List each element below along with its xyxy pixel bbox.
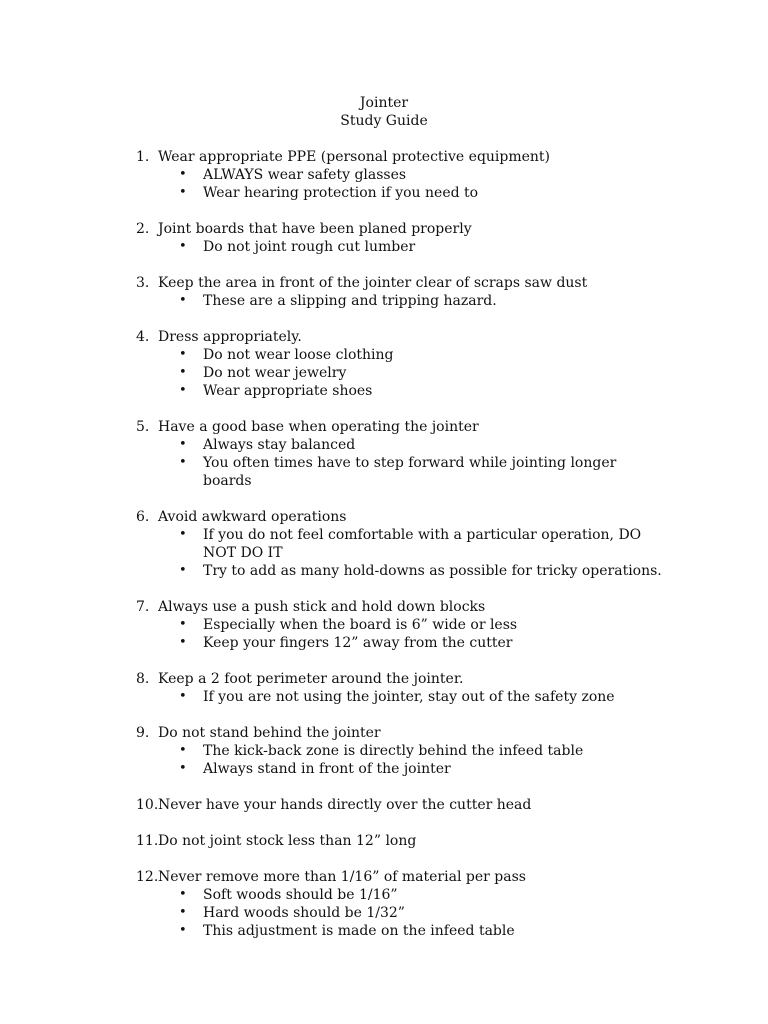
list-item-number: 2. [136,221,150,237]
sub-item-text: Try to add as many hold-downs as possible for tricky operations. [203,563,662,579]
list-item [0,832,768,850]
numbered-list [0,148,768,958]
sub-item-text: Wear appropriate shoes [203,383,373,399]
list-item-text: Never remove more than 1/16” of material per pass [158,869,526,885]
sub-item [0,382,768,400]
sub-item-text: If you are not using the jointer, stay out of the safety zone [203,689,615,705]
list-item-number: 11. [136,833,159,849]
sub-item [0,742,768,760]
bullet-icon: • [179,365,187,380]
sub-list [0,616,768,652]
sub-item-text: You often times have to step forward while jointing longer boards [203,455,617,489]
list-item-main [0,328,768,346]
sub-item [0,184,768,202]
list-item-main [0,832,768,850]
list-item-main [0,220,768,238]
list-item-text: Have a good base when operating the jointer [158,419,479,435]
sub-item-text: Always stand in front of the jointer [203,761,451,777]
list-item-number: 1. [136,149,150,165]
list-item [0,868,768,940]
sub-item-text: Especially when the board is 6” wide or less [203,617,518,633]
bullet-icon: • [179,887,187,902]
sub-item [0,904,768,922]
bullet-icon: • [179,689,187,704]
list-item-main [0,868,768,886]
list-item-text: Avoid awkward operations [158,509,347,525]
bullet-icon: • [179,383,187,398]
bullet-icon: • [179,905,187,920]
sub-item [0,454,768,490]
bullet-icon: • [179,167,187,182]
list-item-text: Joint boards that have been planed properly [158,221,472,237]
bullet-icon: • [179,185,187,200]
list-item-number: 5. [136,419,150,435]
list-item-number: 6. [136,509,150,525]
list-item-text: Keep a 2 foot perimeter around the jointer. [158,671,464,687]
sub-item-text: Do not wear loose clothing [203,347,394,363]
title-block [0,94,768,130]
bullet-icon: • [179,617,187,632]
sub-item-text: Keep your fingers 12” away from the cutter [203,635,513,651]
bullet-icon: • [179,437,187,452]
sub-item [0,760,768,778]
sub-list [0,166,768,202]
list-item-number: 7. [136,599,150,615]
bullet-icon: • [179,635,187,650]
list-item [0,508,768,580]
list-item-number: 4. [136,329,150,345]
sub-item [0,166,768,184]
sub-list [0,238,768,256]
document-subtitle: Study Guide [340,113,428,129]
list-item-text: Do not stand behind the jointer [158,725,381,741]
sub-item [0,886,768,904]
list-item [0,418,768,490]
sub-item [0,634,768,652]
sub-item [0,526,768,562]
list-item-text: Wear appropriate PPE (personal protective equipment) [158,149,551,165]
sub-item [0,436,768,454]
sub-list [0,292,768,310]
bullet-icon: • [179,761,187,776]
sub-item-text: Do not joint rough cut lumber [203,239,416,255]
list-item-number: 12. [136,869,159,885]
sub-item [0,688,768,706]
list-item-text: Never have your hands directly over the cutter head [158,797,532,813]
sub-list [0,436,768,490]
list-item-main [0,508,768,526]
list-item-text: Keep the area in front of the jointer clear of scraps saw dust [158,275,588,291]
sub-list [0,346,768,400]
sub-list [0,688,768,706]
list-item [0,274,768,310]
list-item-text: Do not joint stock less than 12” long [158,833,417,849]
sub-item [0,292,768,310]
bullet-icon: • [179,923,187,938]
bullet-icon: • [179,455,187,470]
sub-item-text: If you do not feel comfortable with a particular operation, DO NOT DO IT [203,527,642,561]
list-item-text: Always use a push stick and hold down blocks [158,599,486,615]
list-item-text: Dress appropriately. [158,329,302,345]
list-item [0,796,768,814]
sub-list [0,742,768,778]
list-item-number: 3. [136,275,150,291]
list-item-main [0,148,768,166]
list-item-number: 10. [136,797,159,813]
sub-item-text: ALWAYS wear safety glasses [203,167,407,183]
list-item-main [0,598,768,616]
sub-item-text: Soft woods should be 1/16” [203,887,398,903]
sub-item [0,922,768,940]
bullet-icon: • [179,527,187,542]
list-item [0,328,768,400]
bullet-icon: • [179,239,187,254]
sub-list [0,526,768,580]
sub-item-text: These are a slipping and tripping hazard. [203,293,497,309]
sub-item [0,346,768,364]
sub-item-text: Do not wear jewelry [203,365,347,381]
list-item [0,598,768,652]
sub-item-text: Wear hearing protection if you need to [203,185,479,201]
list-item-number: 9. [136,725,150,741]
list-item [0,670,768,706]
list-item [0,148,768,202]
sub-item-text: Always stay balanced [203,437,356,453]
sub-item-text: The kick-back zone is directly behind the infeed table [203,743,584,759]
list-item-main [0,724,768,742]
bullet-icon: • [179,347,187,362]
bullet-icon: • [179,563,187,578]
bullet-icon: • [179,293,187,308]
sub-item-text: Hard woods should be 1/32” [203,905,405,921]
sub-item [0,616,768,634]
bullet-icon: • [179,743,187,758]
list-item-main [0,274,768,292]
list-item [0,220,768,256]
document-title: Jointer [359,95,409,111]
sub-item [0,238,768,256]
list-item-main [0,418,768,436]
sub-item [0,562,768,580]
sub-list [0,886,768,940]
list-item-number: 8. [136,671,150,687]
list-item [0,724,768,778]
sub-item-text: This adjustment is made on the infeed table [203,923,515,939]
list-item-main [0,670,768,688]
sub-item [0,364,768,382]
list-item-main [0,796,768,814]
